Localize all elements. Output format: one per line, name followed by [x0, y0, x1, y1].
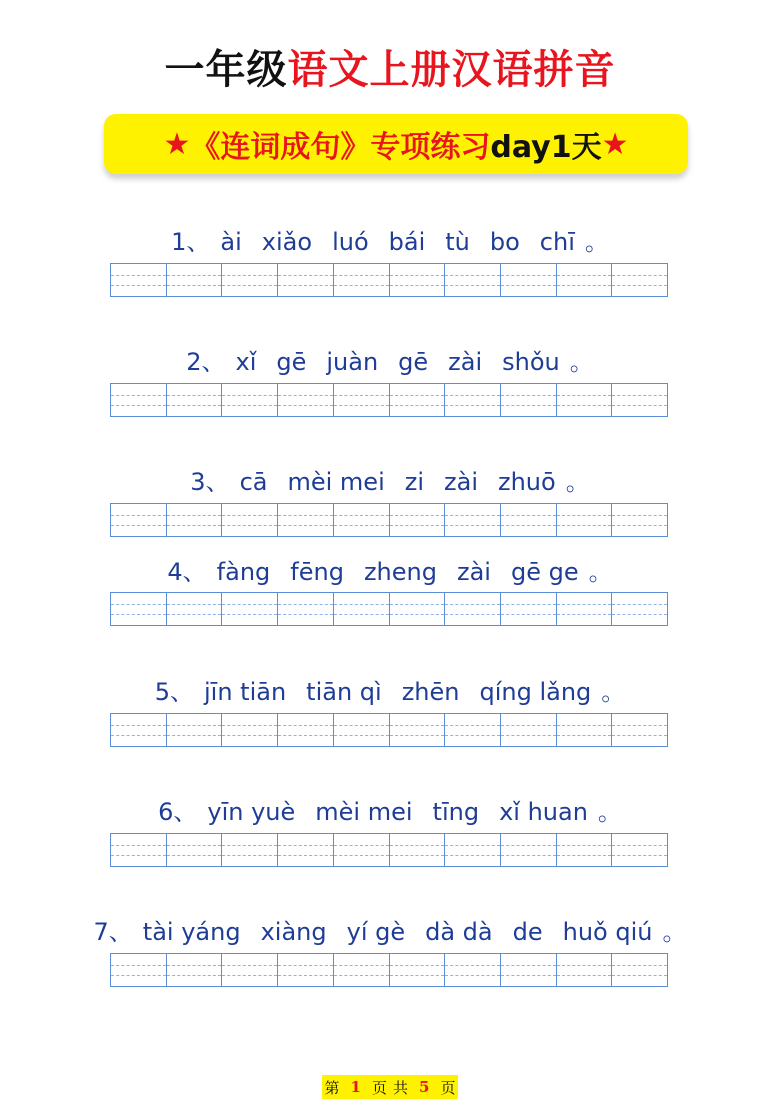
writing-cell[interactable] [111, 714, 167, 746]
writing-grid[interactable] [110, 383, 668, 417]
pinyin-word: xiǎo [261, 228, 313, 256]
writing-cell[interactable] [501, 504, 557, 536]
exercise-pinyin-line [0, 552, 780, 587]
pinyin-word: shǒu [502, 348, 560, 376]
pinyin-word: juàn [326, 348, 379, 376]
pinyin-word: tài yáng [142, 918, 241, 946]
page-footer [322, 1075, 458, 1099]
writing-cell[interactable] [167, 834, 223, 866]
pinyin-word: bo [489, 228, 520, 256]
pinyin-word: de [512, 918, 543, 946]
writing-cell[interactable] [557, 264, 613, 296]
pinyin-word: fēng [290, 558, 344, 586]
sentence-end-mark: 。 [565, 468, 590, 496]
writing-cell[interactable] [612, 593, 667, 625]
pinyin-word: fàng [216, 558, 271, 586]
sentence-end-mark: 。 [601, 678, 626, 706]
writing-cell[interactable] [222, 593, 278, 625]
exercise-number: 2、 [186, 348, 226, 376]
writing-cell[interactable] [390, 593, 446, 625]
writing-cell[interactable] [501, 834, 557, 866]
writing-cell[interactable] [334, 834, 390, 866]
writing-cell[interactable] [390, 954, 446, 986]
writing-cell[interactable] [501, 954, 557, 986]
pinyin-word: zhēn [401, 678, 460, 706]
title-grade: 一年级 [164, 47, 288, 93]
writing-cell[interactable] [501, 264, 557, 296]
pinyin-word: mèi mei [287, 468, 385, 496]
sentence-end-mark: 。 [569, 348, 594, 376]
writing-cell[interactable] [445, 593, 501, 625]
pinyin-word: zài [444, 468, 478, 496]
writing-cell[interactable] [390, 714, 446, 746]
pinyin-word: yīn yuè [207, 798, 296, 826]
writing-cell[interactable] [222, 714, 278, 746]
writing-cell[interactable] [111, 504, 167, 536]
writing-cell[interactable] [111, 384, 167, 416]
pinyin-word: luó [332, 228, 369, 256]
writing-cell[interactable] [222, 384, 278, 416]
pinyin-word: gē [398, 348, 429, 376]
writing-cell[interactable] [390, 384, 446, 416]
writing-cell[interactable] [167, 714, 223, 746]
writing-cell[interactable] [612, 384, 667, 416]
footer-total-pages: 5 [419, 1078, 430, 1096]
exercise-number: 4、 [167, 558, 207, 586]
sentence-end-mark: 。 [597, 798, 622, 826]
footer-gong: 共 [393, 1078, 409, 1097]
writing-cell[interactable] [612, 504, 667, 536]
writing-cell[interactable] [278, 264, 334, 296]
banner-topic: 《连词成句》专项练习 [190, 130, 491, 165]
exercise-pinyin-line [0, 342, 780, 377]
title-subject: 语文上册汉语拼音 [287, 47, 616, 93]
writing-cell[interactable] [445, 504, 501, 536]
banner-day: day1天 [490, 130, 602, 165]
writing-cell[interactable] [278, 834, 334, 866]
pinyin-word: tīng [432, 798, 480, 826]
pinyin-word: yí gè [346, 918, 406, 946]
pinyin-word: chī [539, 228, 575, 256]
pinyin-word: gē [276, 348, 307, 376]
writing-cell[interactable] [501, 593, 557, 625]
writing-cell[interactable] [111, 593, 167, 625]
writing-cell[interactable] [390, 834, 446, 866]
writing-cell[interactable] [222, 264, 278, 296]
pinyin-word: xǐ huan [499, 798, 588, 826]
pinyin-word: xiàng [260, 918, 327, 946]
writing-cell[interactable] [557, 714, 613, 746]
pinyin-word: jīn tiān [203, 678, 287, 706]
pinyin-word: mèi mei [315, 798, 413, 826]
exercise-pinyin-line [0, 222, 780, 257]
pinyin-word: zi [404, 468, 425, 496]
writing-cell[interactable] [222, 834, 278, 866]
pinyin-word: qíng lǎng [479, 678, 592, 706]
sentence-end-mark: 。 [662, 918, 687, 946]
writing-cell[interactable] [111, 264, 167, 296]
writing-grid[interactable] [110, 263, 668, 297]
writing-cell[interactable] [167, 593, 223, 625]
pinyin-word: zhuō [498, 468, 556, 496]
writing-cell[interactable] [167, 264, 223, 296]
pinyin-word: gē ge [510, 558, 579, 586]
writing-grid[interactable] [110, 713, 668, 747]
writing-cell[interactable] [612, 834, 667, 866]
exercise-number: 7、 [93, 918, 133, 946]
writing-cell[interactable] [278, 504, 334, 536]
writing-cell[interactable] [612, 264, 667, 296]
writing-cell[interactable] [390, 504, 446, 536]
writing-cell[interactable] [334, 384, 390, 416]
writing-cell[interactable] [501, 714, 557, 746]
pinyin-word: cā [239, 468, 268, 496]
star-icon-right: ★ [601, 126, 629, 162]
writing-cell[interactable] [445, 264, 501, 296]
exercise-pinyin-line [0, 792, 780, 827]
writing-cell[interactable] [167, 384, 223, 416]
writing-cell[interactable] [334, 593, 390, 625]
exercise-number: 1、 [171, 228, 211, 256]
writing-cell[interactable] [445, 834, 501, 866]
writing-cell[interactable] [390, 264, 446, 296]
writing-cell[interactable] [278, 954, 334, 986]
writing-cell[interactable] [557, 593, 613, 625]
writing-cell[interactable] [334, 954, 390, 986]
pinyin-word: tù [445, 228, 470, 256]
pinyin-word: xǐ [235, 348, 257, 376]
writing-cell[interactable] [111, 834, 167, 866]
writing-cell[interactable] [278, 593, 334, 625]
writing-cell[interactable] [167, 954, 223, 986]
writing-grid[interactable] [110, 833, 668, 867]
writing-cell[interactable] [445, 384, 501, 416]
writing-cell[interactable] [557, 384, 613, 416]
writing-cell[interactable] [278, 384, 334, 416]
writing-grid[interactable] [110, 592, 668, 626]
footer-di: 第 [324, 1078, 340, 1097]
exercise-number: 5、 [154, 678, 194, 706]
pinyin-word: zheng [363, 558, 437, 586]
writing-cell[interactable] [334, 264, 390, 296]
writing-cell[interactable] [557, 504, 613, 536]
exercise-pinyin-line [0, 462, 780, 497]
writing-cell[interactable] [334, 714, 390, 746]
section-banner [104, 114, 688, 174]
page-title [0, 38, 780, 95]
pinyin-word: zài [456, 558, 491, 586]
writing-cell[interactable] [167, 504, 223, 536]
writing-cell[interactable] [222, 504, 278, 536]
pinyin-word: bái [388, 228, 426, 256]
writing-grid[interactable] [110, 953, 668, 987]
writing-cell[interactable] [334, 504, 390, 536]
exercise-number: 3、 [190, 468, 230, 496]
sentence-end-mark: 。 [584, 228, 609, 256]
writing-cell[interactable] [557, 834, 613, 866]
writing-cell[interactable] [222, 954, 278, 986]
sentence-end-mark: 。 [588, 558, 613, 586]
pinyin-word: zài [448, 348, 483, 376]
writing-cell[interactable] [445, 954, 501, 986]
footer-page-number: 1 [350, 1078, 361, 1096]
writing-cell[interactable] [557, 954, 613, 986]
pinyin-word: ài [220, 228, 242, 256]
pinyin-word: dà dà [425, 918, 493, 946]
exercise-pinyin-line [0, 912, 780, 947]
writing-grid[interactable] [110, 503, 668, 537]
footer-ye2: 页 [440, 1078, 456, 1097]
star-icon-left: ★ [163, 126, 191, 162]
writing-cell[interactable] [612, 714, 667, 746]
writing-cell[interactable] [501, 384, 557, 416]
exercise-number: 6、 [158, 798, 198, 826]
pinyin-word: tiān qì [306, 678, 382, 706]
writing-cell[interactable] [445, 714, 501, 746]
pinyin-word: huǒ qiú [562, 918, 653, 946]
writing-cell[interactable] [111, 954, 167, 986]
exercise-pinyin-line [0, 672, 780, 707]
writing-cell[interactable] [612, 954, 667, 986]
writing-cell[interactable] [278, 714, 334, 746]
footer-ye: 页 [371, 1078, 387, 1097]
